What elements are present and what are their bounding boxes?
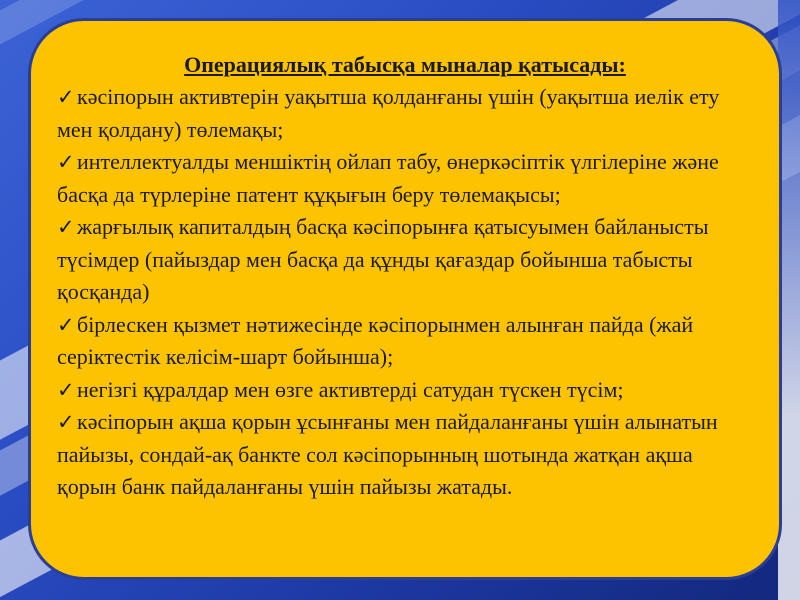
list-item xyxy=(57,211,753,309)
check-icon: ✓ xyxy=(57,85,75,109)
list-item-text: кәсіпорын активтерін уақытша қолданғаны үшін (уақытша иелік ету мен қолдану) төлемақы; xyxy=(57,84,720,142)
bullet-list xyxy=(57,81,753,504)
check-icon: ✓ xyxy=(57,410,75,434)
check-icon: ✓ xyxy=(57,377,75,402)
list-item xyxy=(57,146,753,211)
check-icon: ✓ xyxy=(57,215,75,239)
slide-title: Операциялық табысқа мыналар қатысады: xyxy=(184,52,626,77)
content-card xyxy=(28,18,782,580)
list-item-text: бірлескен қызмет нәтижесінде кәсіпорынмен алынған пайда (жай серіктестік келісім-шарт бойынша); xyxy=(57,311,694,369)
list-item xyxy=(57,374,753,407)
list-item-text: жарғылық капиталдың басқа кәсіпорынға қатысуымен байланысты түсімдер (пайыздар мен басқа да құнды қағаздар бойынша табысты қосқанда) xyxy=(57,214,709,304)
list-item xyxy=(57,406,753,504)
list-item-text: негізгі құралдар мен өзге активтерді сатудан түскен түсім; xyxy=(77,376,624,402)
check-icon: ✓ xyxy=(57,312,75,337)
list-item-text: кәсіпорын ақша қорын ұсынғаны мен пайдаланғаны үшін алынатын пайызы, сондай-ақ банкте сол кәсіпорынның шотында жатқан ақша қорын банк пайдаланғаны үшін пайызы жатады. xyxy=(57,409,718,499)
list-item-text: интеллектуалды меншіктің ойлап табу, өнеркәсіптік үлгілеріне және басқа да түрлеріне патент құқығын беру төлемақысы; xyxy=(57,149,719,207)
list-item xyxy=(57,81,753,146)
check-icon: ✓ xyxy=(57,150,75,174)
list-item xyxy=(57,309,753,374)
